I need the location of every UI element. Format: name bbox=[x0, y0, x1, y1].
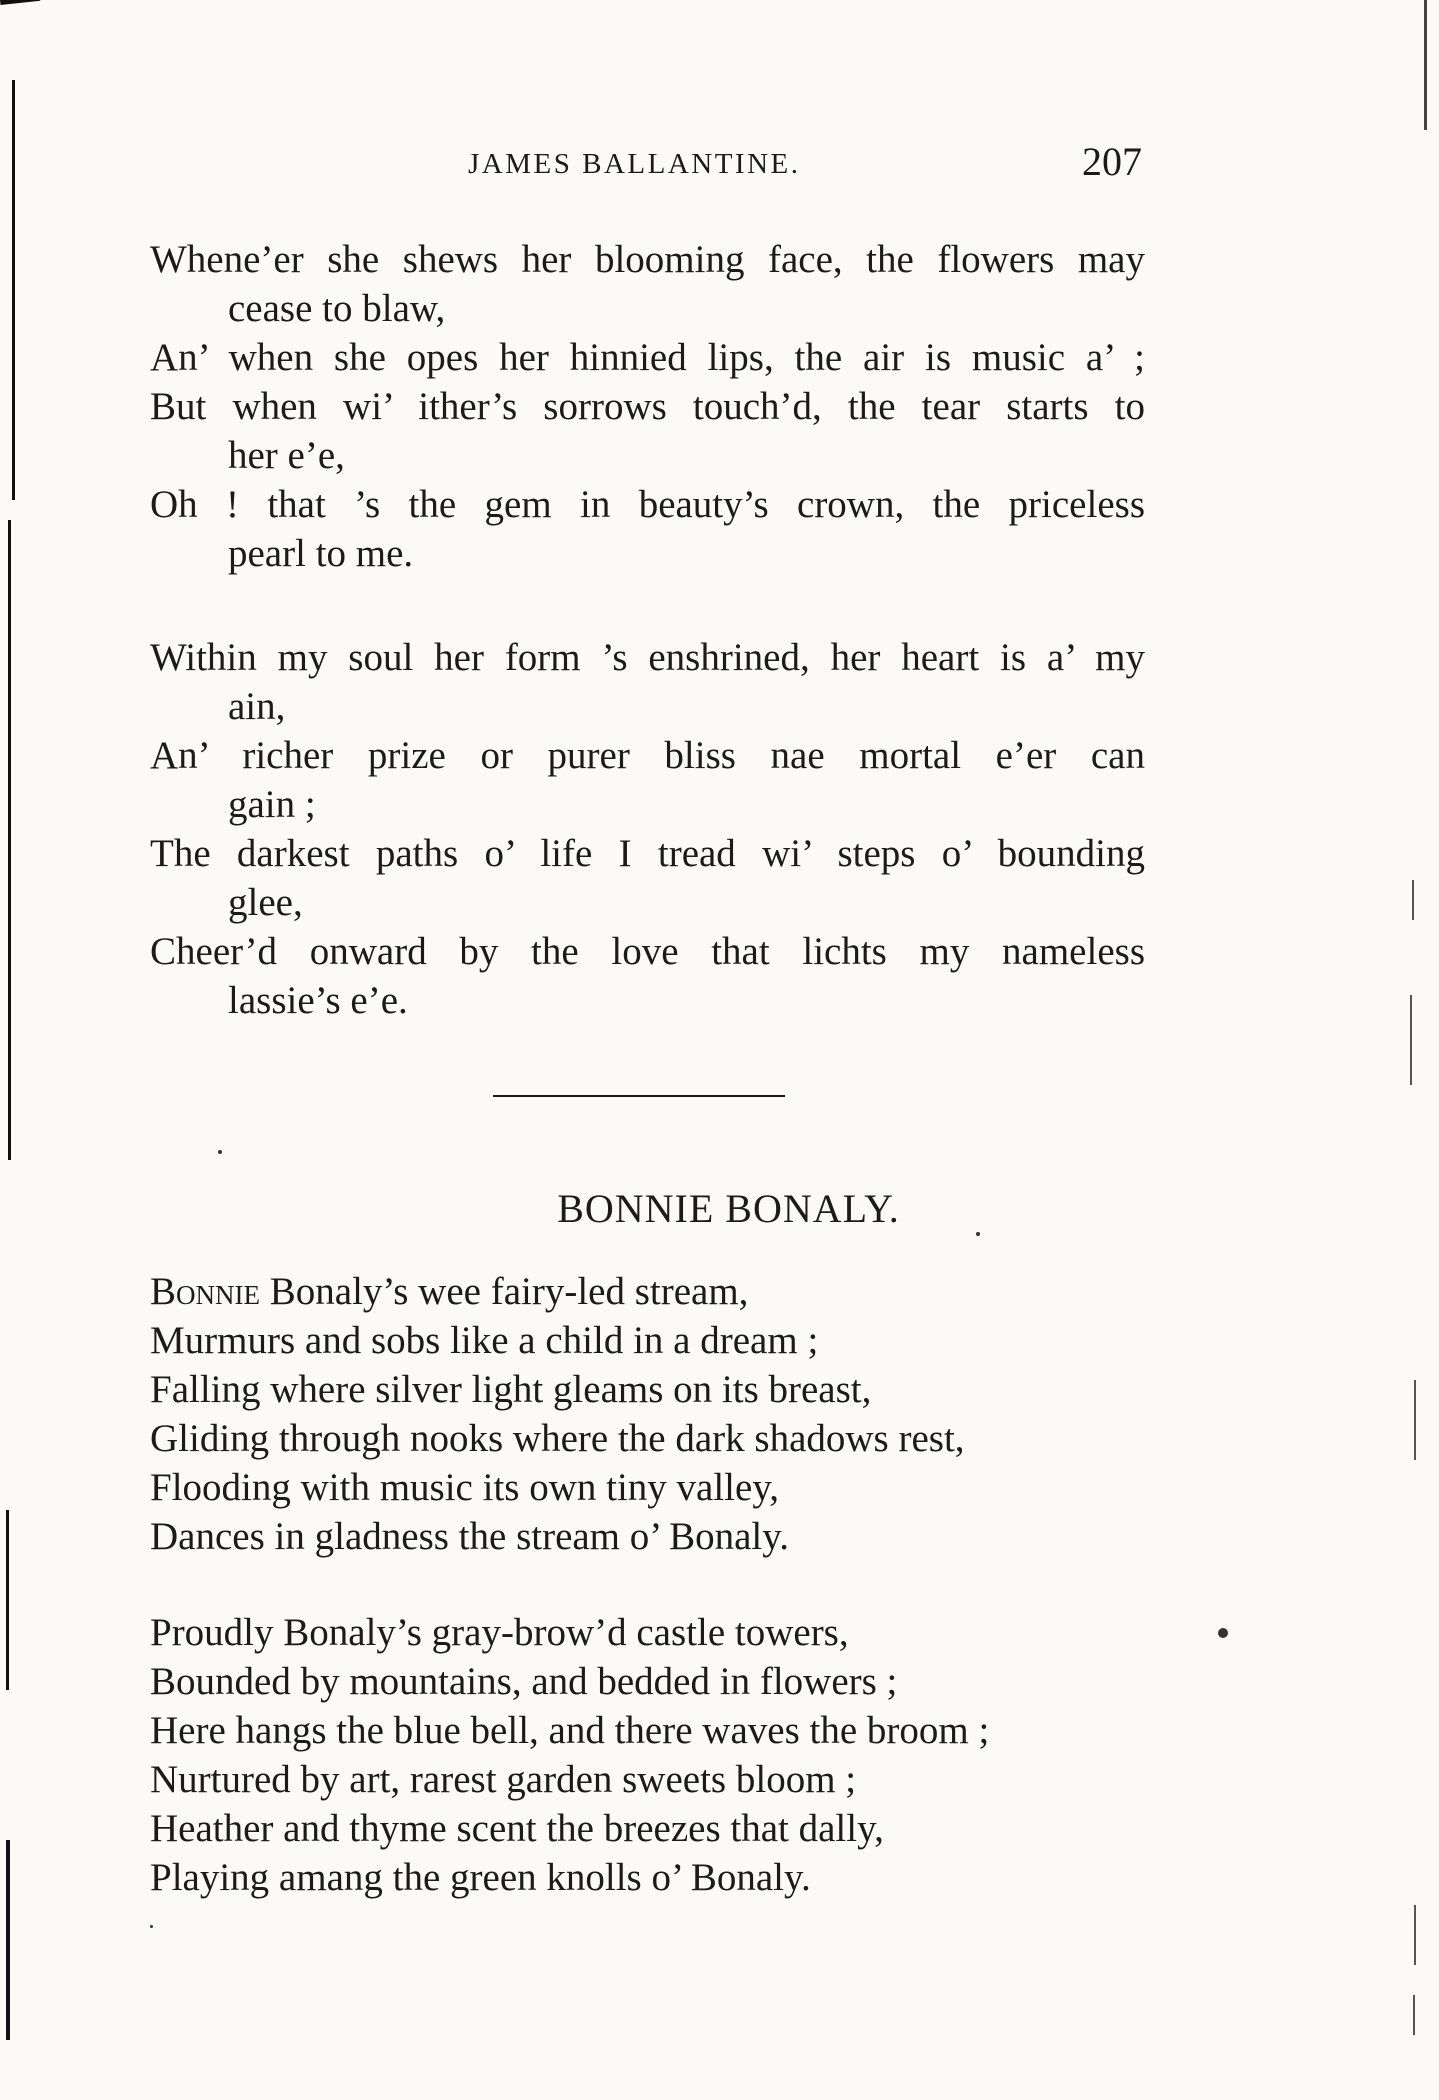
page-header bbox=[0, 138, 1439, 198]
verse-line: Dances in gladness the stream o’ Bonaly. bbox=[150, 1515, 789, 1558]
verse-line-continued: gain ; bbox=[228, 783, 316, 826]
verse-line: Here hangs the blue bell, and there waves the broom ; bbox=[150, 1709, 990, 1752]
verse-line: Oh ! that ’s the gem in beauty’s crown, the priceless bbox=[150, 483, 1145, 526]
verse-line: But when wi’ ither’s sorrows touch’d, the tear starts to bbox=[150, 385, 1145, 428]
verse-line: Flooding with music its own tiny valley, bbox=[150, 1466, 780, 1509]
scan-edge-right-e bbox=[1413, 1995, 1415, 2035]
opening-word: Bonnie bbox=[150, 1270, 260, 1313]
scan-edge-corner bbox=[0, 0, 40, 5]
page-number: 207 bbox=[1082, 139, 1142, 184]
poem-title: BONNIE BONALY. bbox=[557, 1186, 900, 1231]
verse-line: Cheer’d onward by the love that lichts my nameless bbox=[150, 930, 1145, 973]
verse-line-continued: lassie’s e’e. bbox=[228, 979, 408, 1022]
verse-line: Within my soul her form ’s enshrined, her heart is a’ my bbox=[150, 636, 1145, 679]
verse-line: Bounded by mountains, and bedded in flowers ; bbox=[150, 1660, 898, 1703]
verse-line-continued: cease to blaw, bbox=[228, 287, 446, 330]
stanza-1 bbox=[150, 235, 1145, 578]
ink-speck bbox=[1218, 1628, 1228, 1638]
verse-line: Proudly Bonaly’s gray-brow’d castle towers, bbox=[150, 1611, 849, 1654]
verse-line: Nurtured by art, rarest garden sweets bloom ; bbox=[150, 1758, 857, 1801]
first-line-rest: Bonaly’s wee fairy-led stream, bbox=[260, 1270, 749, 1313]
verse-line: An’ when she opes her hinnied lips, the air is music a’ ; bbox=[150, 336, 1145, 379]
stanza-3 bbox=[150, 1267, 1145, 1561]
verse-line-first bbox=[150, 1267, 1145, 1316]
running-head: JAMES BALLANTINE. bbox=[468, 148, 801, 180]
stanza-2 bbox=[150, 633, 1145, 1025]
scan-edge-left-lower bbox=[6, 1510, 9, 1690]
scan-edge-left-bottom bbox=[6, 1840, 10, 2040]
ink-speck bbox=[218, 1150, 222, 1154]
section-divider bbox=[493, 1095, 785, 1097]
stanza-4 bbox=[150, 1608, 1145, 1902]
verse-line-continued: pearl to me. bbox=[228, 532, 414, 575]
scan-edge-left-mid bbox=[8, 520, 11, 1160]
ink-speck bbox=[150, 1925, 153, 1928]
verse-line-continued: ain, bbox=[228, 685, 286, 728]
scan-edge-right-top bbox=[1424, 0, 1427, 130]
verse-line: The darkest paths o’ life I tread wi’ steps o’ bounding bbox=[150, 832, 1145, 875]
scan-edge-right-d bbox=[1414, 1905, 1416, 1965]
verse-line: Whene’er she shews her blooming face, the flowers may bbox=[150, 238, 1145, 281]
verse-line: Playing amang the green knolls o’ Bonaly. bbox=[150, 1856, 811, 1899]
verse-line: Falling where silver light gleams on its breast, bbox=[150, 1368, 872, 1411]
verse-line: Gliding through nooks where the dark shadows rest, bbox=[150, 1417, 965, 1460]
verse-line: An’ richer prize or purer bliss nae mortal e’er can bbox=[150, 734, 1145, 777]
scan-edge-right-c bbox=[1414, 1380, 1416, 1460]
verse-line: Murmurs and sobs like a child in a dream ; bbox=[150, 1319, 819, 1362]
scan-edge-right-a bbox=[1412, 880, 1414, 920]
verse-line-continued: glee, bbox=[228, 881, 303, 924]
ink-speck bbox=[976, 1232, 980, 1236]
verse-line: Heather and thyme scent the breezes that dally, bbox=[150, 1807, 884, 1850]
verse-line-continued: her e’e, bbox=[228, 434, 345, 477]
scan-edge-right-b bbox=[1410, 995, 1412, 1085]
